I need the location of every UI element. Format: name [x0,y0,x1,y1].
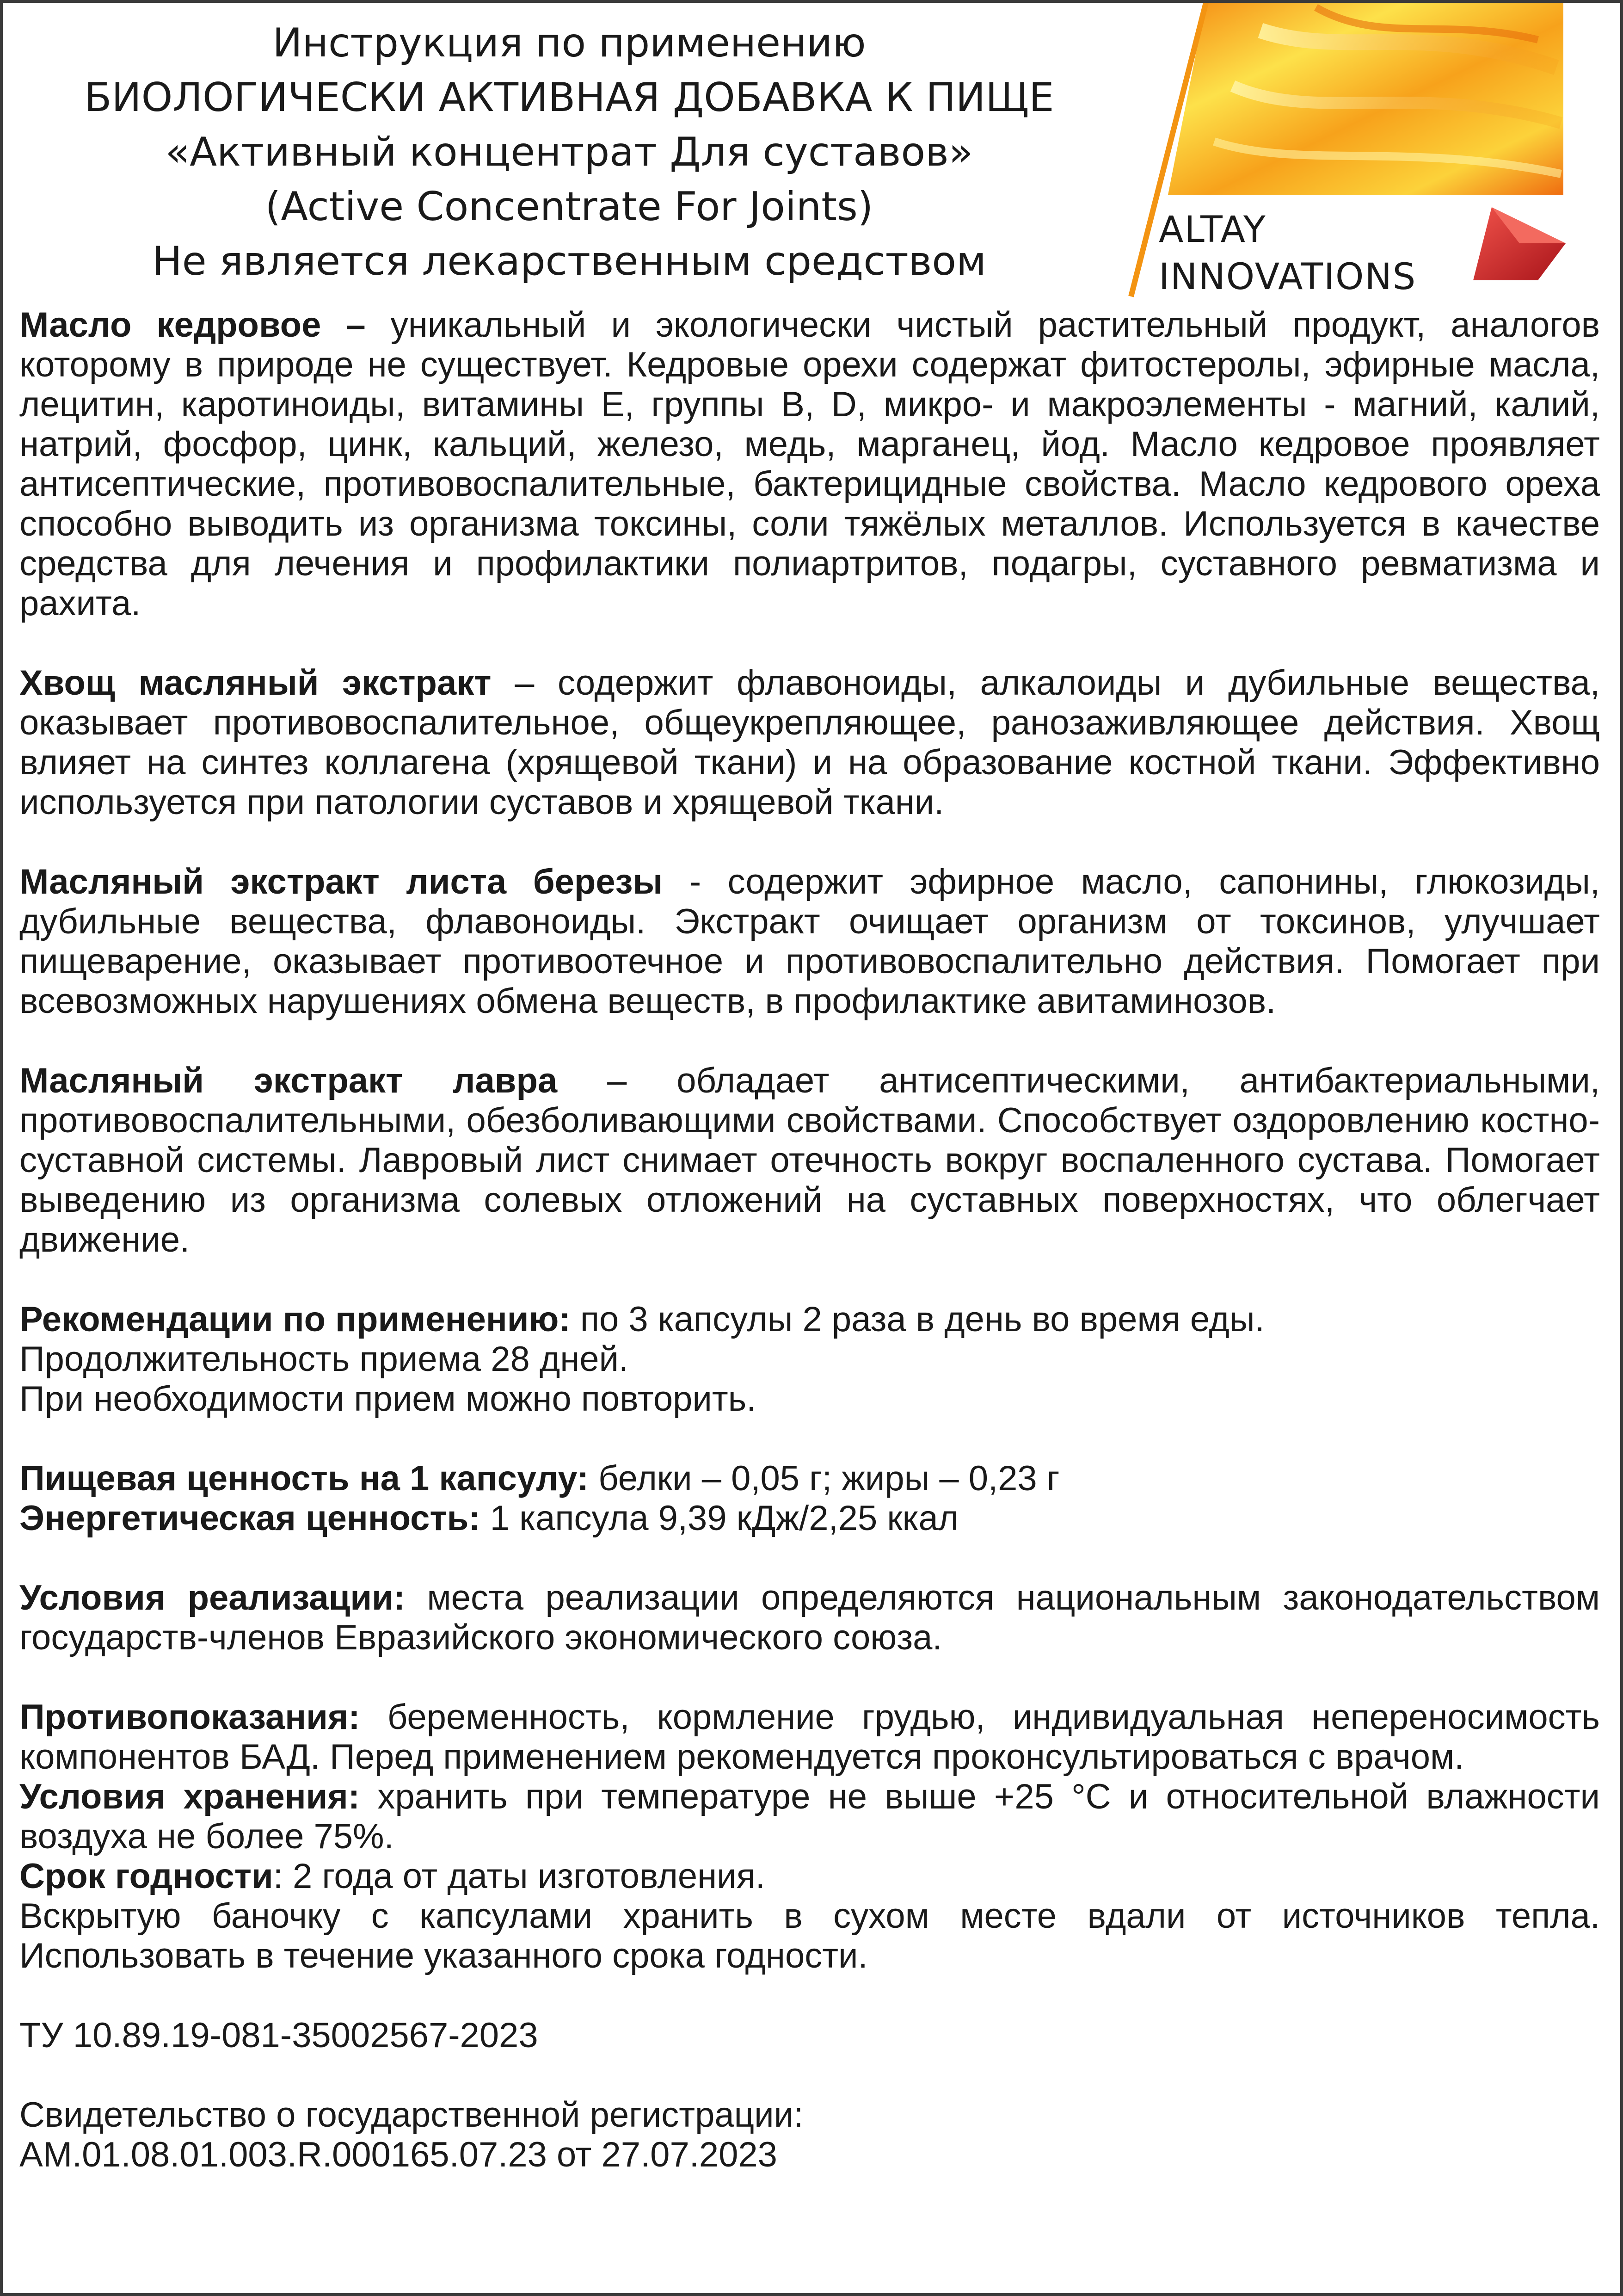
section-laurel [19,1061,1600,1260]
section-text: беременность, кормление грудью, индивидуальная непереносимость компонентов БАД. Перед применением рекомендуется проконсультироваться с врачом. [19,1697,1600,1777]
section-text: 1 капсула 9,39 кДж/2,25 ккал [480,1499,959,1538]
section-text: хранить при температуре не выше +25 °С и относительной влажности воздуха не более 75%. [19,1777,1600,1856]
header-product-category: БИОЛОГИЧЕСКИ АКТИВНАЯ ДОБАВКА К ПИЩЕ [84,74,1054,121]
section-title: Срок годности [19,1857,273,1896]
section-birch [19,862,1600,1021]
section-text: уникальный и экологически чистый растительный продукт, аналогов которому в природе не существует. Кедровые орехи содержат фитостеролы, эфирные масла, лецитин, каротиноиды, витамины Е, группы В, D, микро- и макроэлементы - магний, калий, натрий, фосфор, цинк, кальций, железо, медь, марганец, йод. Масло кедровое проявляет антисептические, противовоспалительные, бактерицидные свойства. Масло кедрового ореха способно выводить из организма токсины, соли тяжёлых металлов. Используется в качестве средства для лечения и профилактики полиартритов, подагры, суставного ревматизма и рахита. [19,305,1600,623]
section-text: места реализации определяются национальным законодательством государств-членов Евразийского экономического союза. [19,1578,1600,1657]
registration-number: AM.01.08.01.003.R.000165.07.23 от 27.07.2023 [19,2135,777,2174]
section-text: белки – 0,05 г; жиры – 0,23 г [589,1459,1060,1498]
section-shelf-life [19,1857,1600,1896]
section-title: Условия реализации: [19,1578,406,1617]
header-product-name: «Активный концентрат Для суставов» [165,129,973,175]
shelf-note: Вскрытую баночку с капсулами хранить в сухом месте вдали от источников тепла. Использовать в течение указанного срока годности. [19,1896,1600,1975]
section-title: Масляный экстракт листа березы [19,862,663,901]
section-contraindications [19,1697,1600,1777]
section-text: по 3 капсулы 2 раза в день во время еды. [570,1300,1265,1339]
section-text: : 2 года от даты изготовления. [273,1857,765,1896]
section-title: Масляный экстракт лавра [19,1061,558,1100]
section-title: Энергетическая ценность: [19,1499,480,1538]
header-instruction-title: Инструкция по применению [272,20,866,66]
section-usage [19,1300,1600,1339]
section-title: Пищевая ценность на 1 капсулу: [19,1459,589,1498]
section-nutrition [19,1459,1600,1499]
registration-title: Свидетельство о государственной регистрации: [19,2095,804,2135]
logo-text-innovations: INNOVATIONS [1159,256,1417,298]
header [3,3,1136,299]
section-storage [19,1777,1600,1857]
section-energy [19,1499,1600,1538]
section-title: Противопоказания: [19,1697,360,1737]
section-text: - содержит эфирное масло, сапонины, глюкозиды, дубильные вещества, флавоноиды. Экстракт очищает организм от токсинов, улучшает пищеварение, оказывает противоотечное и противовоспалительно действия. Помогает при всевозможных нарушениях обмена веществ, в профилактике авитаминозов. [19,862,1600,1021]
section-title: Рекомендации по применению: [19,1300,571,1339]
usage-repeat: При необходимости прием можно повторить. [19,1379,756,1419]
section-cedar-oil [19,305,1600,623]
instruction-body [19,305,1600,2175]
header-disclaimer: Не является лекарственным средством [152,238,986,284]
section-horsetail [19,663,1600,822]
section-title: Хвощ масляный экстракт [19,663,492,703]
altay-innovations-logo [1122,3,1584,308]
section-sale-conditions [19,1578,1600,1658]
section-title: Масло кедровое – [19,305,366,345]
logo-text-altay: ALTAY [1159,209,1266,251]
usage-duration: Продолжительность приема 28 дней. [19,1339,629,1379]
section-text: – обладает антисептическими, антибактериальными, противовоспалительными, обезболивающими свойствами. Способствует оздоровлению костно-суставной системы. Лавровый лист снимает отечность вокруг воспаленного сустава. Помогает выведению из организма солевых отложений на суставных поверхностях, что облегчает движение. [19,1061,1600,1259]
technical-specification: ТУ 10.89.19-081-35002567-2023 [19,2016,538,2055]
section-title: Условия хранения: [19,1777,360,1816]
section-text: – содержит флавоноиды, алкалоиды и дубильные вещества, оказывает противовоспалительное, общеукрепляющее, ранозаживляющее действия. Хвощ влияет на синтез коллагена (хрящевой ткани) и на образование костной ткани. Эффективно используется при патологии суставов и хрящевой ткани. [19,663,1600,822]
header-product-name-en: (Active Concentrate For Joints) [265,184,873,230]
